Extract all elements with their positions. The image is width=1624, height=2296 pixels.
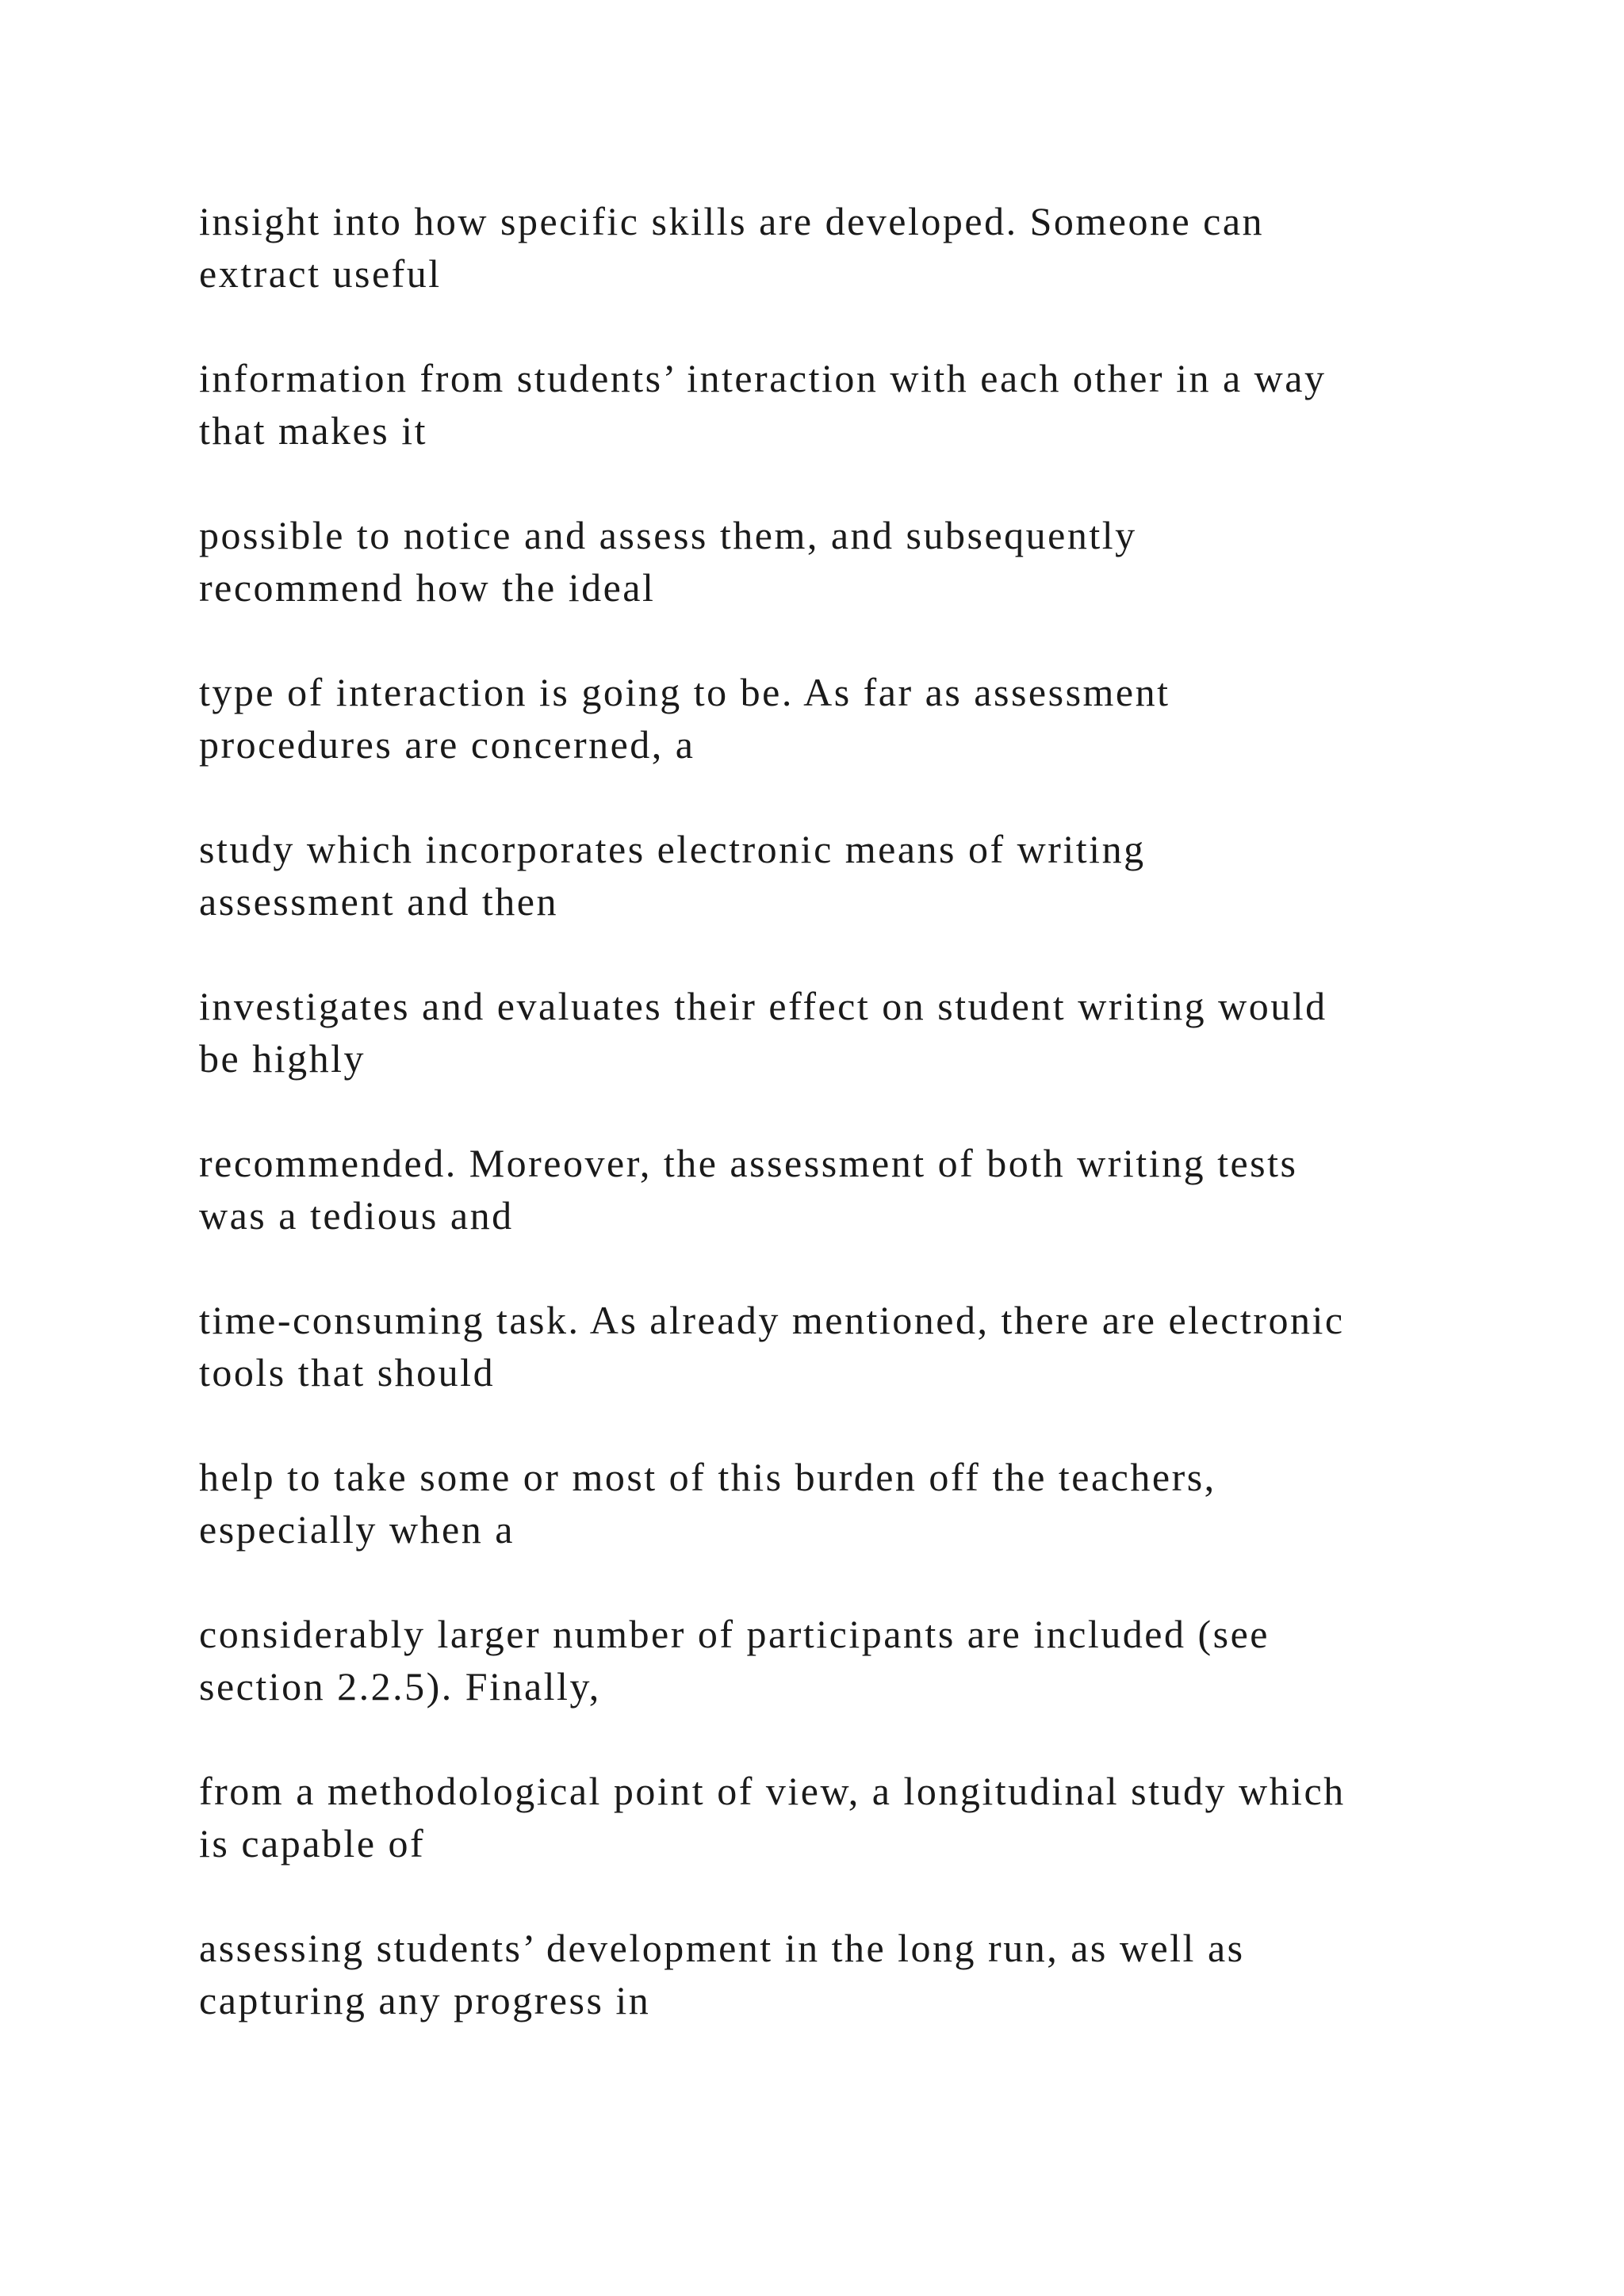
paragraph <box>199 509 1515 614</box>
text-line: assessing students’ development in the long run, as well as <box>199 1926 1245 1970</box>
text-line: possible to notice and assess them, and subsequently <box>199 513 1137 557</box>
text-line: help to take some or most of this burden off the teachers, <box>199 1455 1216 1499</box>
text-line: information from students’ interaction with each other in a way <box>199 356 1327 400</box>
text-line: considerably larger number of participants are included (see <box>199 1612 1270 1656</box>
text-line: recommend how the ideal <box>199 565 656 610</box>
text-line: be highly <box>199 1036 366 1081</box>
text-line: is capable of <box>199 1821 426 1866</box>
text-line: especially when a <box>199 1507 515 1552</box>
text-line: recommended. Moreover, the assessment of both writing tests <box>199 1141 1298 1185</box>
paragraph <box>199 1137 1515 1242</box>
paragraph <box>199 823 1515 928</box>
text-line: that makes it <box>199 408 427 453</box>
text-line: capturing any progress in <box>199 1978 651 2022</box>
paragraph <box>199 1451 1515 1556</box>
paragraph <box>199 1922 1515 2026</box>
paragraph <box>199 352 1515 457</box>
text-line: assessment and then <box>199 879 558 924</box>
text-line: procedures are concerned, a <box>199 722 695 767</box>
paragraph <box>199 980 1515 1085</box>
text-line: tools that should <box>199 1350 496 1395</box>
paragraph <box>199 195 1515 300</box>
text-line: was a tedious and <box>199 1193 514 1238</box>
paragraph <box>199 1608 1515 1712</box>
text-line: extract useful <box>199 251 442 296</box>
paragraph <box>199 666 1515 771</box>
text-line: time-consuming task. As already mentioned, there are electronic <box>199 1298 1345 1342</box>
text-line: insight into how specific skills are developed. Someone can <box>199 199 1265 243</box>
text-line: from a methodological point of view, a longitudinal study which <box>199 1769 1346 1813</box>
paragraph <box>199 1765 1515 1869</box>
text-line: investigates and evaluates their effect on student writing would <box>199 984 1327 1028</box>
text-line: study which incorporates electronic means of writing <box>199 827 1146 871</box>
body-text <box>199 195 1515 2079</box>
text-line: section 2.2.5). Finally, <box>199 1664 601 1709</box>
text-line: type of interaction is going to be. As far as assessment <box>199 670 1170 714</box>
paragraph <box>199 1294 1515 1399</box>
